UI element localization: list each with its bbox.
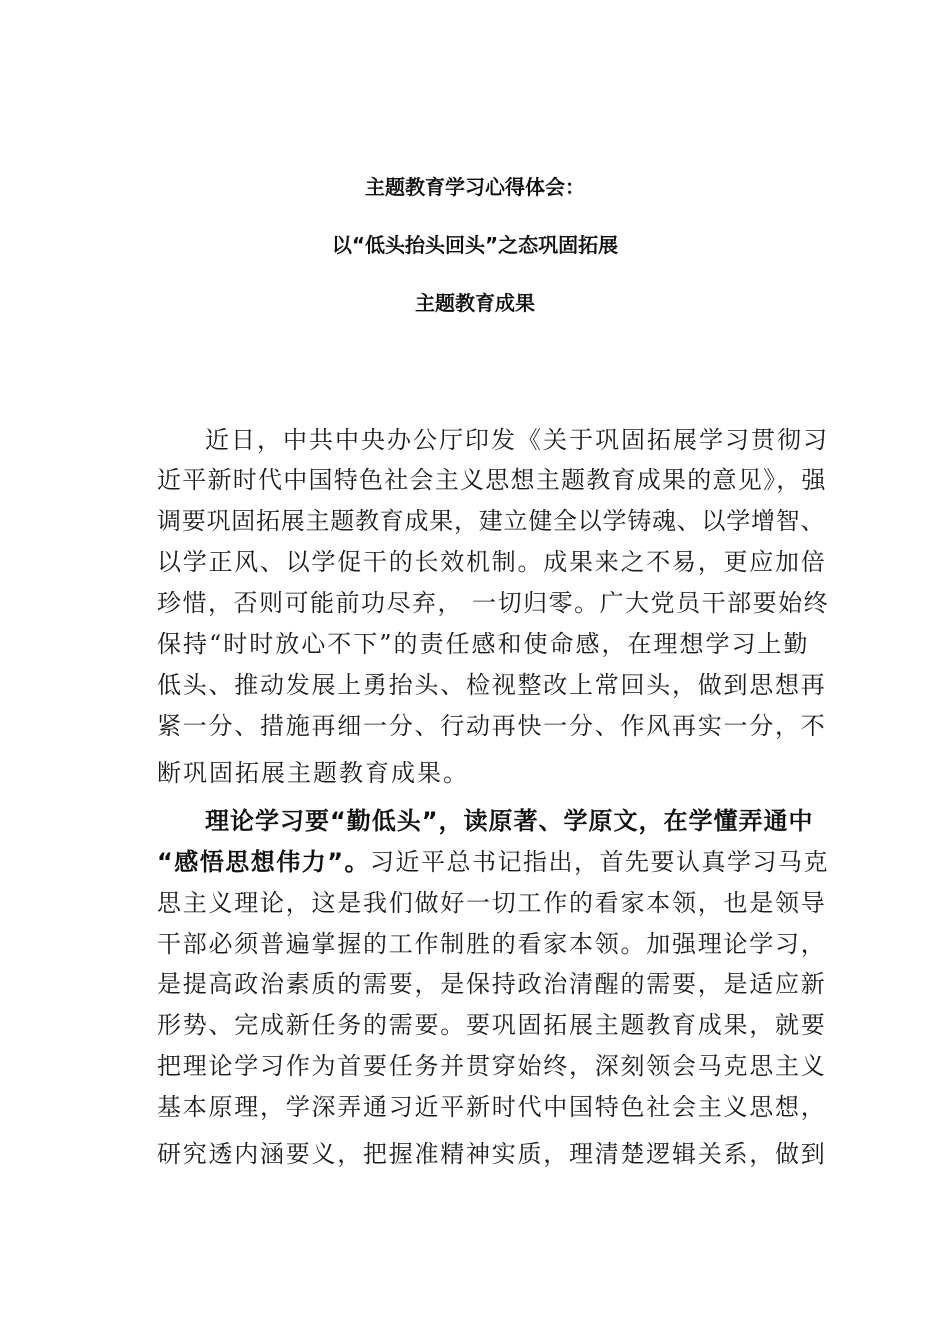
paragraph-2-heading-line-2: “感悟思想伟力”。	[157, 848, 371, 876]
paragraph-2-line-4: 干部必须普遍掌握的工作制胜的看家本领。加强理论学习，	[157, 930, 827, 958]
title-line-2: 以“低头抬头回头”之态巩固拓展	[331, 233, 619, 257]
document-title	[0, 158, 950, 332]
paragraph-2-line-2	[157, 847, 829, 877]
paragraph-2-line-9: 研究透内涵要义，把握准精神实质，理清楚逻辑关系，做到	[157, 1140, 827, 1168]
paragraph-1-line-3: 调要巩固拓展主题教育成果，建立健全以学铸魂、以学增智、	[157, 507, 826, 535]
paragraph-2-heading-line-1: 理论学习要“勤低头”，读原著、学原文，在学懂弄通中	[205, 807, 814, 835]
paragraph-2-line-5: 是提高政治素质的需要，是保持政治清醒的需要，是适应新	[157, 970, 827, 998]
title-line-1: 主题教育学习心得体会：	[365, 175, 585, 199]
paragraph-1-line-4: 以学正风、以学促干的长效机制。成果来之不易，更应加倍	[157, 548, 827, 576]
paragraph-1-line-9: 断巩固拓展主题教育成果。	[157, 759, 469, 787]
paragraph-1-line-2: 近平新时代中国特色社会主义思想主题教育成果的意见》，强	[157, 466, 827, 494]
paragraph-2-line-3: 思主义理论，这是我们做好一切工作的看家本领，也是领导	[157, 889, 827, 917]
paragraph-2-line-6: 形势、完成新任务的需要。要巩固拓展主题教育成果，就要	[157, 1011, 827, 1039]
paragraph-2-line-2-text: 习近平总书记指出，首先要认真学习马克	[370, 848, 830, 876]
paragraph-1-line-6: 保持“时时放心不下”的责任感和使命感，在理想学习上勤	[157, 630, 810, 658]
paragraph-2-line-7: 把理论学习作为首要任务并贯穿始终，深刻领会马克思主义	[157, 1052, 827, 1080]
paragraph-1-line-1: 近日，中共中央办公厅印发《关于巩固拓展学习贯彻习	[205, 426, 829, 454]
paragraph-1-line-5: 珍惜，否则可能前功尽弃， 一切归零。广大党员干部要始终	[157, 589, 830, 617]
paragraph-1-line-7: 低头、推动发展上勇抬头、检视整改上常回头，做到思想再	[157, 671, 827, 699]
paragraph-1-line-8: 紧一分、措施再细一分、行动再快一分、作风再实一分，不	[157, 712, 827, 740]
paragraph-2-line-8: 基本原理，学深弄通习近平新时代中国特色社会主义思想，	[157, 1093, 827, 1121]
title-line-3: 主题教育成果	[415, 291, 535, 315]
